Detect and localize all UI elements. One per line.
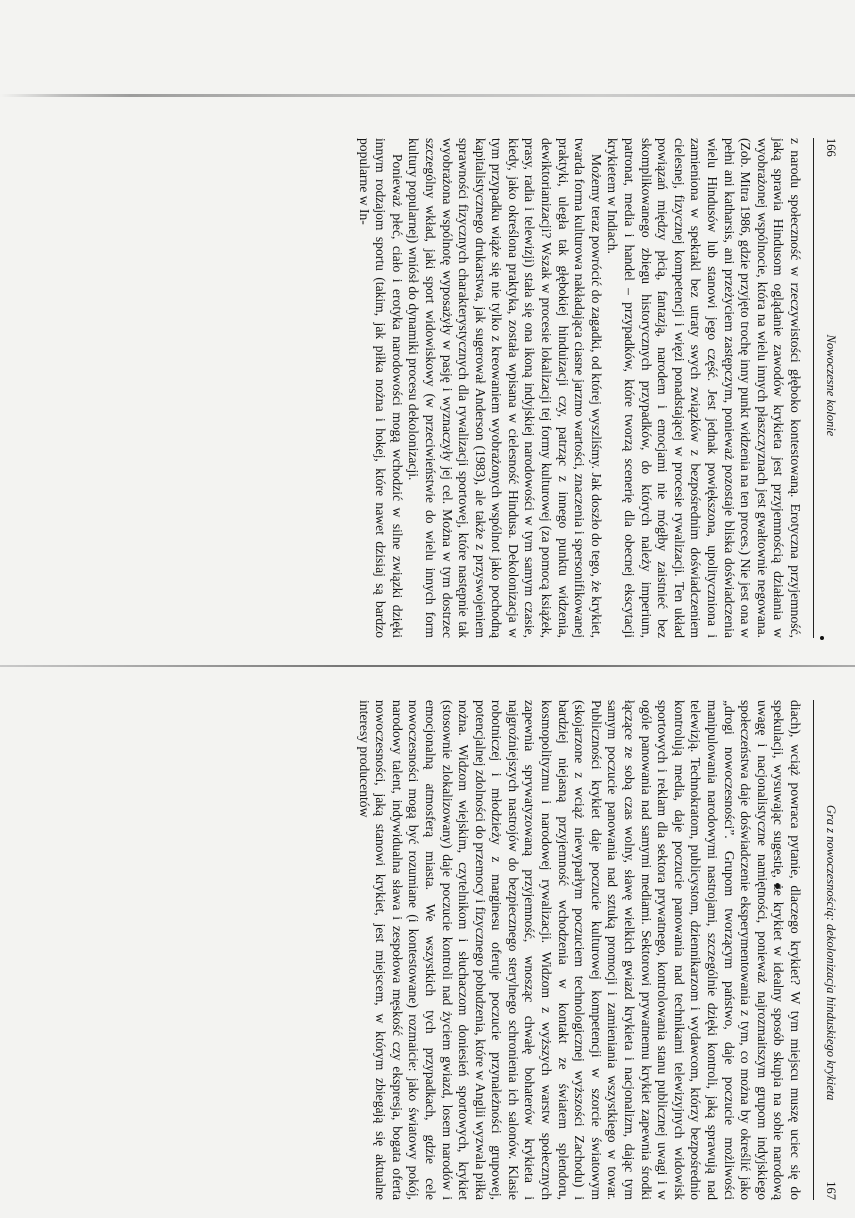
paragraph: diach), wciąż powraca pytanie, dlaczego krykiet? W tym miejscu muszę uciec się do spekulacji, wysuwając sugestię, że krykiet w idealny sposób skupia na sobie narodową uwagę i nacjonalistyczne namiętności, ponieważ najrozmaitszym grupom indyjskiego społeczeństwa daje doświadczenie eksperymentowania z tym, co można by określić jako „drogi nowoczesności”. Grupom tworzącym państwo, daje poczucie możliwości manipulowania narodowymi nastrojami, szczególnie dzięki kontroli, jaką sprawują nad telewizją. Technokratom, publicystom, dziennikarzom i wydawcom, którzy bezpośrednio kontrolują media, daje poczucie panowania nad technikami telewizyjnych widowisk sportowych i reklam dla sektora prywatnego, kontrolowania stanu publicznej uwagi i w ogóle panowania nad samymi mediami. Sektorowi prywatnemu krykiet zapewnia środki łączące ze sobą czas wolny, sławę wielkich gwiazd krykieta i nacjonalizm, dając tym samym poczucie panowania nad sztuką promocji i zamieniania wszystkiego w towar. Publiczności krykiet daje poczucie kulturowej kompetencji w szorcie światowym (skojarzone z wciąż niewyparłym poczuciem technologicznej wyższości Zachodu) i bardziej niejasną przyjemność wchodzenia w kontakt ze światem splendoru, kosmopolityzmu i narodowej rywalizacji. Widzom z wyższych warstw społecznych zapewnia sprywatyzowaną przyjemność, wnosząc chwałę bohaterów krykieta i najgroźniejszych nastrojów do bezpiecznego sterylnego schronienia ich salonów. Klasie robotniczej i młodzieży z marginesu oferuje poczucie przynależności grupowej, potencjalnej zdolności do przemocy i fizycznego pobudzenia, które w Anglii wyzwala piłka nożna. Widzom wiejskim, czytelnikom i słuchaczom doniesień sportowych, krykiet (stosownie zlokalizowany) daje poczucie kontroli nad życiem gwiazd, losem narodów i emocjonalną atmosferą miasta. We wszystkich tych przypadkach, gdzie cele nowoczesności mogą być rozumiane (i kontestowane) rozmaicie: jako światowy pokój, narodowy talent, indywidualna sława i zespołowa męskość czy ekspresja, bogata oferta nowoczesności, jaką stanowi krykiet, jest miejscem, w którym zbiegają się aktualne interesy producentów: [356, 700, 803, 1200]
running-head: [813, 138, 838, 638]
body-text: [355, 700, 813, 1200]
paragraph: Możemy teraz powrócić do zagadki, od której wyszliśmy. Jak doszło do tego, że krykiet, twarda forma kulturowa nakładająca ciasne jarzmo wartości, znaczenia i spersonifikowanej praktyki, uległa tak głębokiej hinduizacji czy, patrząc z innego punktu widzenia, dewiktorianizacji? Wszak w procesie lokalizacji tej formy kulturowej (za pomocą książek, prasy, radia i telewizji) stała się ona ikoną indyjskiej narodowości w tym samym czasie, kiedy, jako określona praktyka, została wpisana w cielesność Hindusa. Dekolonizacja w tym przypadku wiąże się nie tylko z kreowaniem wyobrażonych wspólnot jako pochodną kapitalistycznego drukarstwa, jak sugerował Anderson (1983), ale także z przyswojeniem sprawności fizycznych charakterystycznych dla rywalizacji sportowej, które następnie tak wyobrażona wspólnotę wyposażyły w pasję i wyznaczyły jej cel. Można w tym dostrzec szczególny wkład, jaki sport widowiskowy (w przeciwieństwie do wielu innych form kultury popularnej) wniósł do dynamiki procesu dekolonizacji.: [406, 138, 604, 638]
running-title: Nowoczesne kolonie: [824, 334, 838, 437]
body-text: [355, 138, 813, 638]
paragraph: Ponieważ płeć, ciało i erotyka narodowości mogą wchodzić w silne związki dzięki innym rodzajom sportu (takim, jak piłka nożna i hokej, które nawet dzisiaj są bardzo popularne w In-: [356, 138, 405, 638]
right-page: [180, 700, 838, 1200]
left-page: [180, 138, 838, 638]
page-number: 166: [824, 138, 838, 157]
running-title: Gra z nowoczesnością: dekolonizacja hinduskiego krykieta: [824, 804, 838, 1101]
paragraph: z narodu społeczność w rzeczywistości głęboko kontestowaną. Erotyczna przyjemność, jaką sprawia Hindusom oglądanie zawodów krykieta jest przyjemnością działania w wyobrażonej wspólnocie, która na wielu innych płaszczyznach jest gwałtownie negowana. (Zob. Mitra 1986, gdzie przyjęto trochę inny punkt widzenia na ten proces.) Nie jest ona w pełni ani katharsis, ani przeżyciem zastępczym, ponieważ pozostaje bliska doświadczenia wielu Hindusów lub stanowi jego część. Jest jednak powiększona, upolityczniona i zamieniona w spektakl bez utraty swych związków z bezpośrednim doświadczeniem cielesnej, fizycznej kompetencji i więzi ponadstającej w procesie rywalizacji. Ten układ powiązań między płcią, fantazją, narodem i emocjami nie mógłby zaistnieć bez skomplikowanego zbiegu historycznych przypadków, do których należy imperium, patronat, media i handel – przypadków, które tworzą scenerię dla obecnej ekscytacji krykietem w Indiach.: [605, 138, 803, 638]
scan-artifact-line: [0, 94, 855, 97]
page-fold: [0, 665, 855, 667]
page-number: 167: [824, 1181, 838, 1200]
running-head: [813, 700, 838, 1200]
